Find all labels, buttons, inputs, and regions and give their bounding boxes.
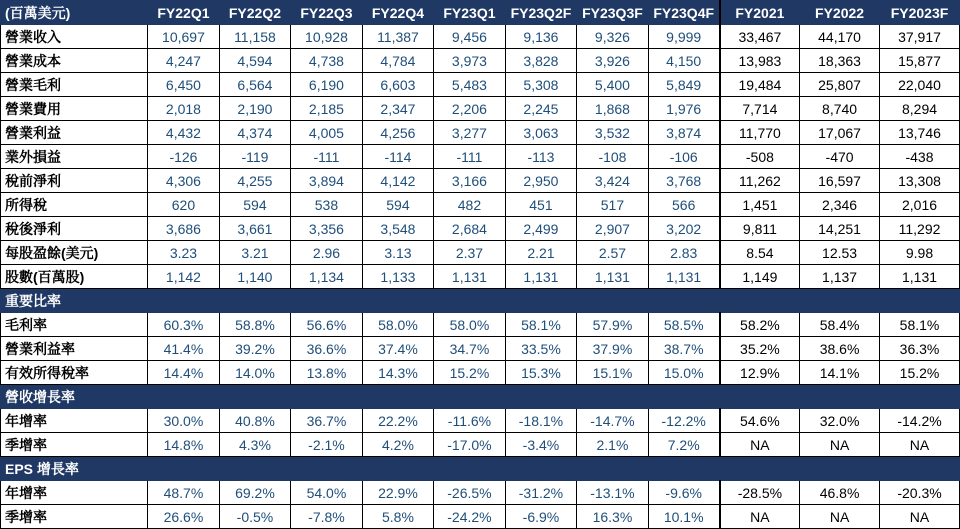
cell-FY23Q1: 2,206	[434, 97, 506, 121]
cell-FY23Q2F: 2,499	[505, 217, 577, 241]
cell-FY2021: -508	[720, 145, 800, 169]
cell-FY2023F: 2,016	[880, 193, 960, 217]
cell-FY23Q1: -26.5%	[434, 481, 506, 505]
cell-FY22Q4: 5.8%	[362, 505, 434, 529]
cell-FY2021: 33,467	[720, 25, 800, 49]
column-header-FY2021: FY2021	[720, 1, 800, 25]
cell-FY22Q2: 69.2%	[219, 481, 291, 505]
cell-FY2022: 17,067	[800, 121, 880, 145]
row-label: 股數(百萬股)	[1, 265, 148, 289]
cell-FY23Q3F: -108	[577, 145, 649, 169]
table-row	[1, 505, 960, 529]
cell-FY23Q2F: 33.5%	[505, 337, 577, 361]
row-label: 業外損益	[1, 145, 148, 169]
cell-FY23Q2F: 3,828	[505, 49, 577, 73]
cell-FY22Q4: 22.9%	[362, 481, 434, 505]
cell-FY23Q1: 58.0%	[434, 313, 506, 337]
section-label: 營收增長率	[1, 385, 960, 409]
cell-FY2023F: 22,040	[880, 73, 960, 97]
cell-FY22Q2: -0.5%	[219, 505, 291, 529]
cell-FY23Q2F: -113	[505, 145, 577, 169]
row-label: 毛利率	[1, 313, 148, 337]
section-label: 重要比率	[1, 289, 960, 313]
row-label: 年增率	[1, 409, 148, 433]
cell-FY22Q1: 60.3%	[148, 313, 220, 337]
cell-FY22Q4: 2,347	[362, 97, 434, 121]
row-label: 每股盈餘(美元)	[1, 241, 148, 265]
cell-FY22Q2: -119	[219, 145, 291, 169]
cell-FY22Q1: 14.4%	[148, 361, 220, 385]
cell-FY22Q4: 594	[362, 193, 434, 217]
cell-FY23Q3F: 15.1%	[577, 361, 649, 385]
table-row	[1, 121, 960, 145]
section-label: EPS 增長率	[1, 457, 960, 481]
table-row	[1, 49, 960, 73]
section-row	[1, 289, 960, 313]
cell-FY22Q3: 3,894	[291, 169, 363, 193]
cell-FY22Q1: 4,432	[148, 121, 220, 145]
cell-FY2022: 14,251	[800, 217, 880, 241]
cell-FY23Q1: 3,973	[434, 49, 506, 73]
cell-FY23Q1: 9,456	[434, 25, 506, 49]
row-label: 營業費用	[1, 97, 148, 121]
cell-FY23Q4F: 3,768	[648, 169, 720, 193]
cell-FY23Q4F: 15.0%	[648, 361, 720, 385]
cell-FY2023F: -438	[880, 145, 960, 169]
cell-FY2022: 44,170	[800, 25, 880, 49]
table-row	[1, 433, 960, 457]
cell-FY23Q4F: 10.1%	[648, 505, 720, 529]
cell-FY23Q2F: 5,308	[505, 73, 577, 97]
table-row	[1, 73, 960, 97]
cell-FY22Q2: 11,158	[219, 25, 291, 49]
cell-FY23Q1: 34.7%	[434, 337, 506, 361]
table-row	[1, 337, 960, 361]
cell-FY23Q2F: 1,131	[505, 265, 577, 289]
column-header-FY2022: FY2022	[800, 1, 880, 25]
column-header-FY23Q4F: FY23Q4F	[648, 1, 720, 25]
cell-FY2022: 46.8%	[800, 481, 880, 505]
cell-FY23Q2F: -3.4%	[505, 433, 577, 457]
cell-FY22Q2: 14.0%	[219, 361, 291, 385]
cell-FY22Q3: 4,738	[291, 49, 363, 73]
cell-FY22Q2: 594	[219, 193, 291, 217]
cell-FY2021: 54.6%	[720, 409, 800, 433]
cell-FY22Q2: 3.21	[219, 241, 291, 265]
cell-FY23Q3F: 1,131	[577, 265, 649, 289]
cell-FY23Q2F: 58.1%	[505, 313, 577, 337]
cell-FY23Q3F: -14.7%	[577, 409, 649, 433]
cell-FY23Q1: -17.0%	[434, 433, 506, 457]
cell-FY23Q3F: 3,926	[577, 49, 649, 73]
table-row	[1, 409, 960, 433]
cell-FY2022: 2,346	[800, 193, 880, 217]
row-label: 營業毛利	[1, 73, 148, 97]
table-corner-label: (百萬美元)	[1, 1, 148, 25]
cell-FY22Q2: 2,190	[219, 97, 291, 121]
cell-FY23Q2F: 2.21	[505, 241, 577, 265]
cell-FY2021: 12.9%	[720, 361, 800, 385]
cell-FY23Q1: -111	[434, 145, 506, 169]
column-header-FY22Q4: FY22Q4	[362, 1, 434, 25]
cell-FY22Q1: 620	[148, 193, 220, 217]
cell-FY22Q4: 1,133	[362, 265, 434, 289]
cell-FY22Q3: 4,005	[291, 121, 363, 145]
cell-FY23Q3F: 37.9%	[577, 337, 649, 361]
cell-FY23Q1: 3,277	[434, 121, 506, 145]
cell-FY2021: 13,983	[720, 49, 800, 73]
cell-FY2021: 7,714	[720, 97, 800, 121]
cell-FY23Q4F: -12.2%	[648, 409, 720, 433]
row-label: 營業利益率	[1, 337, 148, 361]
cell-FY22Q3: 6,190	[291, 73, 363, 97]
cell-FY2023F: 11,292	[880, 217, 960, 241]
cell-FY23Q1: 3,166	[434, 169, 506, 193]
cell-FY2022: 12.53	[800, 241, 880, 265]
table-row	[1, 241, 960, 265]
cell-FY23Q3F: 2.57	[577, 241, 649, 265]
cell-FY23Q3F: 2.1%	[577, 433, 649, 457]
cell-FY22Q3: 56.6%	[291, 313, 363, 337]
cell-FY22Q3: 36.7%	[291, 409, 363, 433]
cell-FY22Q1: 48.7%	[148, 481, 220, 505]
table-row	[1, 481, 960, 505]
cell-FY2021: NA	[720, 505, 800, 529]
cell-FY23Q3F: 1,868	[577, 97, 649, 121]
cell-FY2023F: 36.3%	[880, 337, 960, 361]
cell-FY2022: NA	[800, 433, 880, 457]
table-body	[1, 1, 960, 529]
row-label: 稅後淨利	[1, 217, 148, 241]
cell-FY23Q1: 1,131	[434, 265, 506, 289]
cell-FY22Q1: 4,306	[148, 169, 220, 193]
cell-FY2023F: -14.2%	[880, 409, 960, 433]
table-row	[1, 217, 960, 241]
cell-FY23Q1: 2.37	[434, 241, 506, 265]
table-row	[1, 361, 960, 385]
cell-FY23Q3F: 3,424	[577, 169, 649, 193]
cell-FY22Q1: 1,142	[148, 265, 220, 289]
cell-FY22Q1: 41.4%	[148, 337, 220, 361]
cell-FY22Q2: 58.8%	[219, 313, 291, 337]
cell-FY22Q2: 3,661	[219, 217, 291, 241]
cell-FY23Q2F: -31.2%	[505, 481, 577, 505]
cell-FY22Q1: 4,247	[148, 49, 220, 73]
cell-FY23Q4F: -9.6%	[648, 481, 720, 505]
cell-FY23Q4F: 5,849	[648, 73, 720, 97]
cell-FY23Q2F: 2,245	[505, 97, 577, 121]
cell-FY22Q1: 6,450	[148, 73, 220, 97]
cell-FY23Q3F: 517	[577, 193, 649, 217]
cell-FY23Q2F: 3,063	[505, 121, 577, 145]
cell-FY2022: 38.6%	[800, 337, 880, 361]
cell-FY22Q1: 26.6%	[148, 505, 220, 529]
cell-FY23Q4F: 3,874	[648, 121, 720, 145]
cell-FY22Q2: 4,255	[219, 169, 291, 193]
cell-FY2023F: 13,746	[880, 121, 960, 145]
cell-FY2022: 25,807	[800, 73, 880, 97]
row-label: 年增率	[1, 481, 148, 505]
column-header-FY23Q3F: FY23Q3F	[577, 1, 649, 25]
cell-FY23Q3F: -13.1%	[577, 481, 649, 505]
cell-FY23Q1: 482	[434, 193, 506, 217]
cell-FY23Q4F: 7.2%	[648, 433, 720, 457]
cell-FY22Q2: 6,564	[219, 73, 291, 97]
cell-FY22Q2: 40.8%	[219, 409, 291, 433]
column-header-FY23Q2F: FY23Q2F	[505, 1, 577, 25]
cell-FY22Q2: 39.2%	[219, 337, 291, 361]
column-header-FY2023F: FY2023F	[880, 1, 960, 25]
row-label: 營業成本	[1, 49, 148, 73]
cell-FY22Q3: 36.6%	[291, 337, 363, 361]
cell-FY22Q1: 30.0%	[148, 409, 220, 433]
row-label: 營業利益	[1, 121, 148, 145]
cell-FY22Q1: 10,697	[148, 25, 220, 49]
cell-FY22Q4: 58.0%	[362, 313, 434, 337]
cell-FY23Q4F: 2.83	[648, 241, 720, 265]
cell-FY22Q1: 2,018	[148, 97, 220, 121]
cell-FY2022: 8,740	[800, 97, 880, 121]
cell-FY22Q3: 2.96	[291, 241, 363, 265]
cell-FY2022: -470	[800, 145, 880, 169]
cell-FY23Q2F: 451	[505, 193, 577, 217]
cell-FY2022: 32.0%	[800, 409, 880, 433]
cell-FY23Q2F: 15.3%	[505, 361, 577, 385]
cell-FY2022: 1,137	[800, 265, 880, 289]
cell-FY2023F: 13,308	[880, 169, 960, 193]
cell-FY2023F: NA	[880, 433, 960, 457]
cell-FY22Q4: 6,603	[362, 73, 434, 97]
cell-FY22Q3: 3,356	[291, 217, 363, 241]
cell-FY22Q1: -126	[148, 145, 220, 169]
column-header-FY23Q1: FY23Q1	[434, 1, 506, 25]
row-label: 有效所得稅率	[1, 361, 148, 385]
cell-FY23Q4F: 9,999	[648, 25, 720, 49]
row-label: 所得稅	[1, 193, 148, 217]
cell-FY2023F: 15.2%	[880, 361, 960, 385]
cell-FY23Q2F: -18.1%	[505, 409, 577, 433]
row-label: 營業收入	[1, 25, 148, 49]
section-row	[1, 385, 960, 409]
cell-FY23Q4F: 4,150	[648, 49, 720, 73]
cell-FY22Q4: -114	[362, 145, 434, 169]
cell-FY23Q1: -24.2%	[434, 505, 506, 529]
cell-FY2021: 1,451	[720, 193, 800, 217]
cell-FY22Q3: 2,185	[291, 97, 363, 121]
cell-FY2023F: NA	[880, 505, 960, 529]
column-header-FY22Q1: FY22Q1	[148, 1, 220, 25]
cell-FY2022: 16,597	[800, 169, 880, 193]
cell-FY23Q4F: 3,202	[648, 217, 720, 241]
cell-FY2021: 35.2%	[720, 337, 800, 361]
cell-FY22Q3: 1,134	[291, 265, 363, 289]
cell-FY22Q4: 37.4%	[362, 337, 434, 361]
row-label: 稅前淨利	[1, 169, 148, 193]
cell-FY22Q4: 22.2%	[362, 409, 434, 433]
cell-FY23Q4F: 58.5%	[648, 313, 720, 337]
table-row	[1, 169, 960, 193]
cell-FY2021: 11,770	[720, 121, 800, 145]
cell-FY23Q3F: 9,326	[577, 25, 649, 49]
cell-FY23Q1: 5,483	[434, 73, 506, 97]
cell-FY23Q4F: 1,131	[648, 265, 720, 289]
cell-FY22Q4: 4.2%	[362, 433, 434, 457]
cell-FY2023F: 58.1%	[880, 313, 960, 337]
table-header-row	[1, 1, 960, 25]
cell-FY22Q2: 4,594	[219, 49, 291, 73]
section-row	[1, 457, 960, 481]
cell-FY2022: NA	[800, 505, 880, 529]
cell-FY2023F: 9.98	[880, 241, 960, 265]
cell-FY23Q1: -11.6%	[434, 409, 506, 433]
cell-FY2021: 58.2%	[720, 313, 800, 337]
cell-FY23Q3F: 57.9%	[577, 313, 649, 337]
cell-FY22Q4: 11,387	[362, 25, 434, 49]
table-row	[1, 97, 960, 121]
cell-FY22Q2: 1,140	[219, 265, 291, 289]
cell-FY22Q4: 3.13	[362, 241, 434, 265]
cell-FY22Q4: 4,784	[362, 49, 434, 73]
cell-FY22Q4: 4,142	[362, 169, 434, 193]
cell-FY2021: 11,262	[720, 169, 800, 193]
row-label: 季增率	[1, 505, 148, 529]
cell-FY23Q4F: 566	[648, 193, 720, 217]
cell-FY22Q3: 13.8%	[291, 361, 363, 385]
cell-FY22Q3: 10,928	[291, 25, 363, 49]
table-row	[1, 145, 960, 169]
cell-FY23Q2F: 2,950	[505, 169, 577, 193]
cell-FY2021: 19,484	[720, 73, 800, 97]
cell-FY22Q2: 4,374	[219, 121, 291, 145]
cell-FY2021: -28.5%	[720, 481, 800, 505]
cell-FY2021: 9,811	[720, 217, 800, 241]
cell-FY23Q4F: 38.7%	[648, 337, 720, 361]
cell-FY22Q3: 538	[291, 193, 363, 217]
cell-FY23Q3F: 2,907	[577, 217, 649, 241]
cell-FY2023F: 37,917	[880, 25, 960, 49]
table-row	[1, 193, 960, 217]
cell-FY23Q1: 2,684	[434, 217, 506, 241]
cell-FY2022: 18,363	[800, 49, 880, 73]
cell-FY2023F: 15,877	[880, 49, 960, 73]
cell-FY22Q3: -111	[291, 145, 363, 169]
column-header-FY22Q3: FY22Q3	[291, 1, 363, 25]
cell-FY23Q2F: -6.9%	[505, 505, 577, 529]
cell-FY22Q2: 4.3%	[219, 433, 291, 457]
cell-FY23Q3F: 3,532	[577, 121, 649, 145]
cell-FY22Q1: 3.23	[148, 241, 220, 265]
cell-FY2021: NA	[720, 433, 800, 457]
cell-FY2021: 8.54	[720, 241, 800, 265]
cell-FY22Q1: 14.8%	[148, 433, 220, 457]
cell-FY22Q3: 54.0%	[291, 481, 363, 505]
cell-FY22Q4: 4,256	[362, 121, 434, 145]
cell-FY22Q4: 14.3%	[362, 361, 434, 385]
cell-FY22Q1: 3,686	[148, 217, 220, 241]
cell-FY23Q3F: 16.3%	[577, 505, 649, 529]
cell-FY23Q4F: 1,976	[648, 97, 720, 121]
cell-FY2023F: 1,131	[880, 265, 960, 289]
cell-FY23Q4F: -106	[648, 145, 720, 169]
cell-FY23Q2F: 9,136	[505, 25, 577, 49]
cell-FY22Q3: -2.1%	[291, 433, 363, 457]
column-header-FY22Q2: FY22Q2	[219, 1, 291, 25]
cell-FY2023F: 8,294	[880, 97, 960, 121]
table-row	[1, 25, 960, 49]
cell-FY23Q3F: 5,400	[577, 73, 649, 97]
cell-FY2023F: -20.3%	[880, 481, 960, 505]
cell-FY23Q1: 15.2%	[434, 361, 506, 385]
table-row	[1, 313, 960, 337]
table-row	[1, 265, 960, 289]
cell-FY2022: 58.4%	[800, 313, 880, 337]
cell-FY2022: 14.1%	[800, 361, 880, 385]
cell-FY2021: 1,149	[720, 265, 800, 289]
cell-FY22Q4: 3,548	[362, 217, 434, 241]
cell-FY22Q3: -7.8%	[291, 505, 363, 529]
row-label: 季增率	[1, 433, 148, 457]
